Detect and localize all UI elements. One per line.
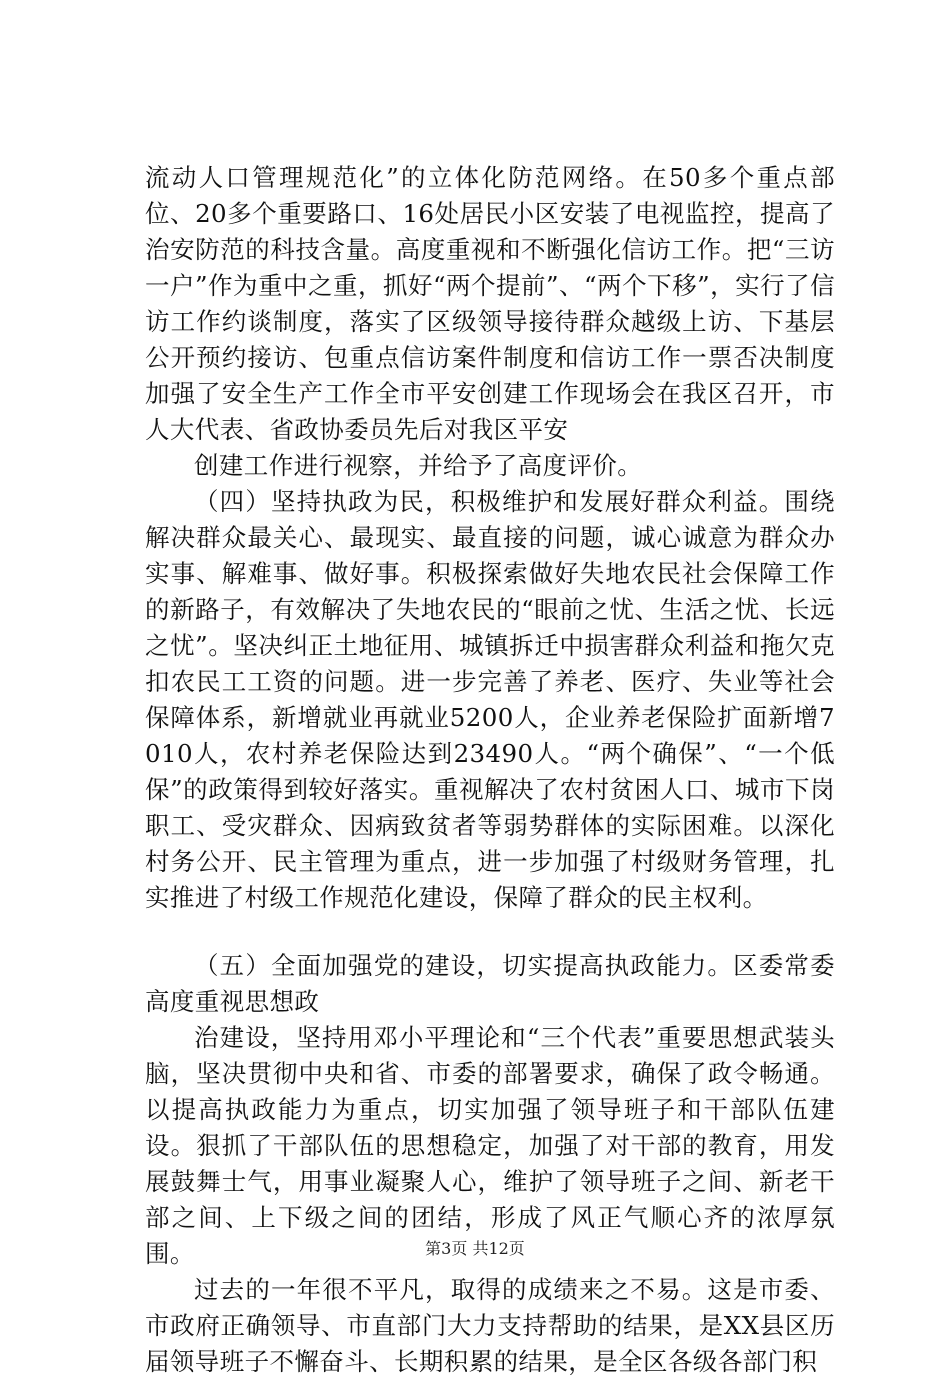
page-number-footer: 第3页 共12页: [425, 1239, 525, 1258]
paragraph-inspection-evaluation: 创建工作进行视察，并给予了高度评价。: [194, 451, 643, 480]
paragraph-party-building: 治建设，坚持用邓小平理论和“三个代表”重要思想武装头脑，坚决贯彻中央和省、市委的部署要求，确保了政令畅通。以提高执政能力为重点，切实加强了领导班子和干部队伍建设。狠抓了干部队伍的思想稳定，加强了对干部的教育，用发展鼓舞士气，用事业凝聚人心，维护了领导班子之间、新老干部之间、上下级之间的团结，形成了风正气顺心齐的浓厚氛围。: [145, 1023, 835, 1268]
paragraph-security-network: 流动人口管理规范化”的立体化防范网络。在50多个重点部位、20多个重要路口、16处居民小区安装了电视监控，提高了治安防范的科技含量。高度重视和不断强化信访工作。把“三访一户”作为重中之重，抓好“两个提前”、“两个下移”，实行了信访工作约谈制度，落实了区级领导接待群众越级上访、下基层公开预约接访、包重点信访案件制度和信访工作一票否决制度加强了安全生产工作全市平安创建工作现场会在我区召开，市人大代表、省政协委员先后对我区平安: [145, 163, 835, 444]
document-body: [145, 160, 835, 1380]
paragraph-section-five-heading: （五）全面加强党的建设，切实提高执政能力。区委常委高度重视思想政: [145, 951, 835, 1016]
paragraph-past-year: 过去的一年很不平凡，取得的成绩来之不易。这是市委、市政府正确领导、市直部门大力支持帮助的结果，是XX县区历届领导班子不懈奋斗、长期积累的结果，是全区各级各部门积: [145, 1275, 835, 1376]
paragraph-section-four: （四）坚持执政为民，积极维护和发展好群众利益。围绕解决群众最关心、最现实、最直接的问题，诚心诚意为群众办实事、解难事、做好事。积极探索做好失地农民社会保障工作的新路子，有效解决了失地农民的“眼前之忧、生活之忧、长远之忧”。坚决纠正土地征用、城镇拆迁中损害群众利益和拖欠克扣农民工工资的问题。进一步完善了养老、医疗、失业等社会保障体系，新增就业再就业5200人，企业养老保险扩面新增7010人，农村养老保险达到23490人。“两个确保”、“一个低保”的政策得到较好落实。重视解决了农村贫困人口、城市下岗职工、受灾群众、因病致贫者等弱势群体的实际困难。以深化村务公开、民主管理为重点，进一步加强了村级财务管理，扎实推进了村级工作规范化建设，保障了群众的民主权利。: [145, 487, 835, 912]
